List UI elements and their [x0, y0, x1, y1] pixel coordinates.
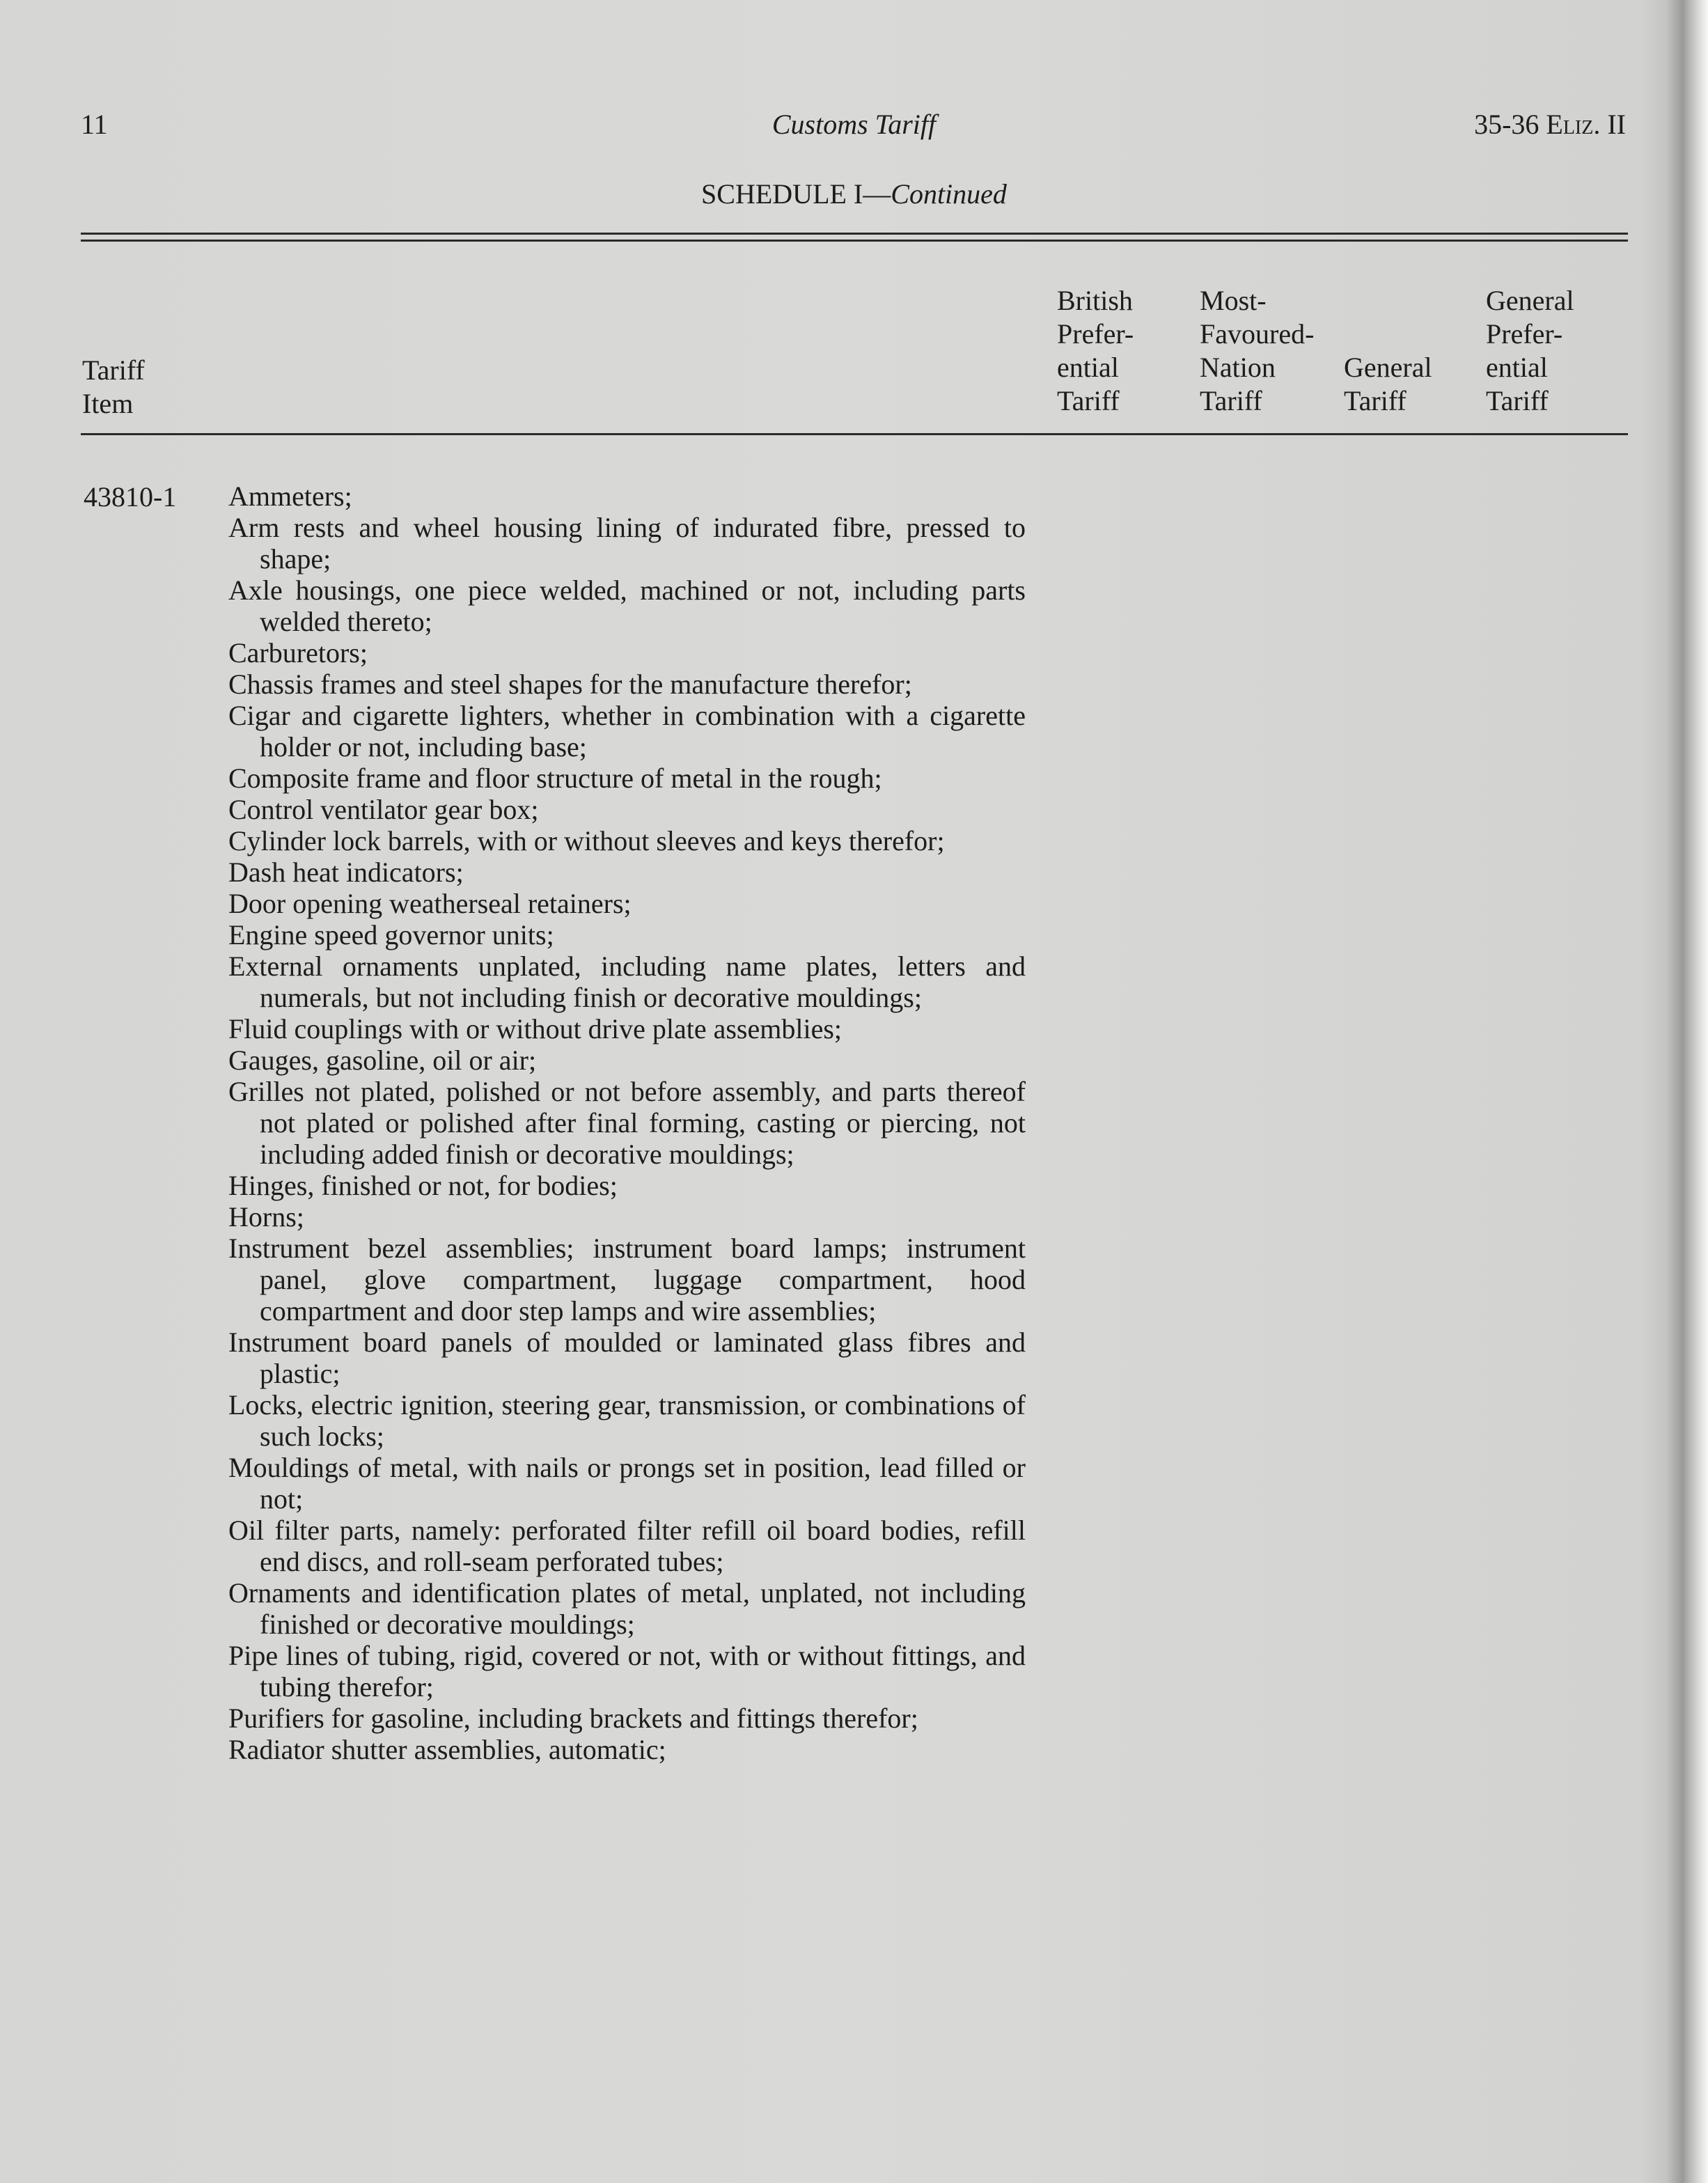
tariff-entry: Pipe lines of tubing, rigid, covered or not, with or without fittings, and tubing therefor;	[228, 1640, 1026, 1703]
col-header-line: ential	[1057, 352, 1119, 383]
tariff-entry: Control ventilator gear box;	[228, 794, 539, 825]
tariff-entry: Purifiers for gasoline, including brackets and fittings therefor;	[228, 1703, 918, 1734]
schedule-label: SCHEDULE I—	[701, 178, 891, 210]
tariff-entry: Carburetors;	[228, 637, 368, 668]
tariff-entry: Horns;	[228, 1201, 304, 1233]
tariff-entry: Radiator shutter assemblies, automatic;	[228, 1734, 666, 1765]
tariff-entry: Dash heat indicators;	[228, 856, 464, 888]
col-header-line: Prefer-	[1057, 318, 1134, 350]
col-header-line: Tariff	[1057, 385, 1120, 416]
col-header-tariff-item	[82, 354, 145, 421]
col-header-line: ential	[1486, 352, 1548, 383]
tariff-entry: Cylinder lock barrels, with or without sleeves and keys therefor;	[228, 825, 945, 856]
regnal-year	[1474, 108, 1626, 141]
col-header-line: Favoured-	[1200, 318, 1315, 350]
col-header-line: Nation	[1200, 352, 1276, 383]
schedule-title	[0, 178, 1708, 211]
page-binding-shadow	[1666, 0, 1708, 2183]
tariff-item-number: 43810-1	[84, 481, 177, 513]
top-rule-1	[81, 233, 1628, 235]
page-number: 11	[81, 109, 108, 140]
tariff-entry: Instrument board panels of moulded or laminated glass fibres and plastic;	[228, 1327, 1026, 1389]
col-header-line: Tariff	[1486, 385, 1549, 416]
col-header-line: Tariff	[82, 354, 145, 386]
tariff-entry: Axle housings, one piece welded, machined or not, including parts welded thereto;	[228, 574, 1026, 637]
tariff-entry: Fluid couplings with or without drive plate assemblies;	[228, 1013, 843, 1044]
col-header-line: Tariff	[1344, 385, 1407, 416]
col-header-most-favoured-nation	[1200, 284, 1314, 418]
tariff-entry: Locks, electric ignition, steering gear, transmission, or combinations of such locks;	[228, 1389, 1026, 1452]
tariff-entry: Mouldings of metal, with nails or prongs set in position, lead filled or not;	[228, 1452, 1026, 1515]
regnal-year-prefix: 35-36	[1474, 109, 1546, 140]
tariff-entry: Instrument bezel assemblies; instrument board lamps; instrument panel, glove compartment, luggage compartment, hood compartment and door step lamps and wire assemblies;	[228, 1233, 1026, 1327]
tariff-entry: External ornaments unplated, including name plates, letters and numerals, but not including finish or decorative mouldings;	[228, 950, 1026, 1013]
top-rule-2	[81, 240, 1628, 242]
regnal-year-suffix: . II	[1593, 109, 1626, 140]
col-header-line: General	[1486, 285, 1574, 316]
running-title: Customs Tariff	[771, 109, 937, 140]
tariff-entry: Hinges, finished or not, for bodies;	[228, 1170, 618, 1201]
tariff-entry: Cigar and cigarette lighters, whether in combination with a cigarette holder or not, including base;	[228, 700, 1026, 762]
tariff-entry: Ammeters;	[228, 480, 352, 512]
tariff-entry: Chassis frames and steel shapes for the manufacture therefor;	[228, 668, 912, 700]
col-header-line: General	[1344, 352, 1432, 383]
tariff-entry: Arm rests and wheel housing lining of indurated fibre, pressed to shape;	[228, 512, 1026, 574]
tariff-entries	[228, 480, 1026, 1765]
header-bottom-rule	[81, 433, 1628, 435]
tariff-entry: Oil filter parts, namely: perforated filter refill oil board bodies, refill end discs, and roll-seam perforated tubes;	[228, 1515, 1026, 1577]
tariff-entry: Engine speed governor units;	[228, 919, 554, 950]
col-header-line: Most-	[1200, 285, 1267, 316]
col-header-line: Prefer-	[1486, 318, 1563, 350]
regnal-year-monarch: Eliz	[1546, 109, 1594, 140]
col-header-line: Item	[82, 388, 134, 419]
col-header-general-preferential	[1486, 284, 1574, 418]
col-header-line: Tariff	[1200, 385, 1262, 416]
tariff-entry: Gauges, gasoline, oil or air;	[228, 1044, 537, 1076]
tariff-entry: Grilles not plated, polished or not before assembly, and parts thereof not plated or polished after final forming, casting or piercing, not including added finish or decorative mouldings;	[228, 1076, 1026, 1170]
col-header-british-preferential	[1057, 284, 1134, 418]
schedule-continued: Continued	[891, 178, 1007, 210]
tariff-entry: Door opening weatherseal retainers;	[228, 888, 632, 919]
tariff-entry: Ornaments and identification plates of metal, unplated, not including finished or decorative mouldings;	[228, 1577, 1026, 1640]
tariff-entry: Composite frame and floor structure of metal in the rough;	[228, 762, 882, 794]
col-header-general	[1344, 351, 1432, 418]
col-header-line: British	[1057, 285, 1133, 316]
